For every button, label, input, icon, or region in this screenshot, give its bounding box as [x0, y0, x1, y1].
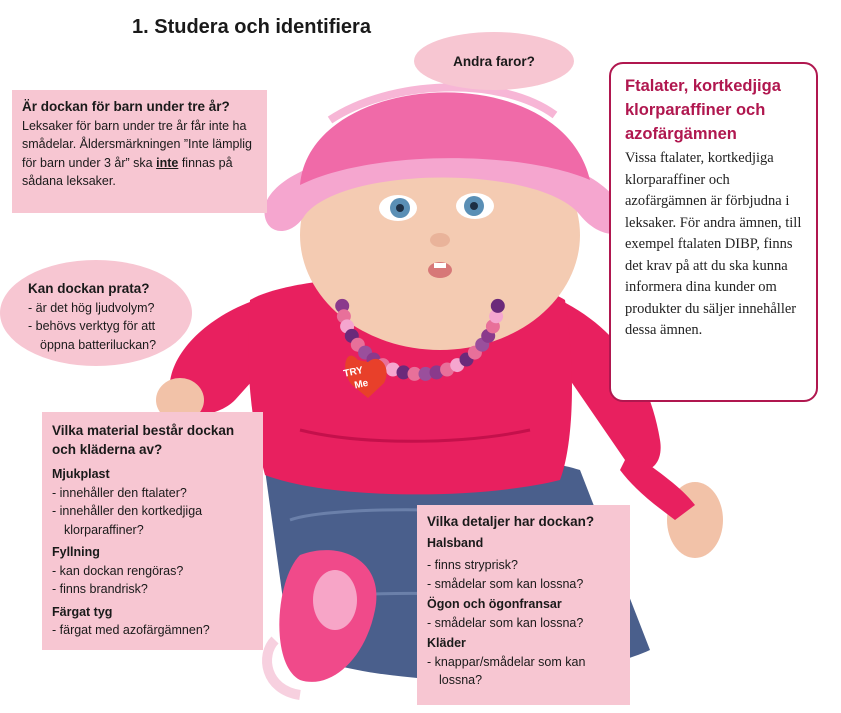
- details-item: - finns stryprisk?: [427, 558, 518, 572]
- materials-item: - finns brandrisk?: [52, 582, 148, 596]
- info-body: Vissa ftalater, kortkedjiga klorparaffiner och azofärgämnen är förbjudna i leksaker. För andra ämnen, till exempel ftalaten DIBP, finns det krav på att du ska kunna informera dina kunder om produkter du säljer innehåller dessa ämnen.: [625, 150, 802, 338]
- materials-bubble: [42, 412, 263, 650]
- materials-item-text: innehåller den kortkedjiga klorparaffiner?: [59, 504, 203, 537]
- age-bubble: [12, 90, 267, 213]
- details-item-text: finns stryprisk?: [434, 558, 518, 572]
- details-item-text: smådelar som kan lossna?: [434, 576, 584, 591]
- doll-tag-line-1: TRY: [342, 365, 365, 380]
- necklace-bead: [491, 299, 505, 313]
- doll-tag-line-2: Me: [353, 377, 370, 392]
- talk-item: - behövs verktyg för att öppna batteriluckan?: [28, 319, 157, 352]
- materials-item-text: innehåller den ftalater?: [59, 485, 187, 500]
- age-question: Är dockan för barn under tre år?: [22, 99, 230, 114]
- materials-item: - kan dockan rengöras?: [52, 563, 184, 578]
- details-bubble: [417, 505, 630, 705]
- talk-question: Kan dockan prata?: [28, 281, 150, 296]
- page-heading: 1. Studera och identifiera: [132, 16, 371, 38]
- talk-item-text: behövs verktyg för att öppna batteriluckan?: [35, 319, 157, 352]
- details-item-text: smådelar som kan lossna?: [434, 615, 584, 630]
- details-question: Vilka detaljer har dockan?: [427, 514, 595, 529]
- details-section-title: Kläder: [427, 636, 466, 650]
- materials-item: - färgat med azofärgämnen?: [52, 623, 210, 637]
- age-text-1: Leksaker för barn under tre år får inte ha smådelar. Åldersmärkningen ”Inte lämplig för barn under 3 år” ska: [22, 118, 252, 170]
- details-item: - smådelar som kan lossna?: [427, 576, 584, 591]
- info-title: Ftalater, kortkedjiga klorparaffiner och azofärgämnen: [625, 77, 781, 143]
- age-text-2: finnas på sådana leksaker.: [22, 155, 233, 188]
- details-item: - smådelar som kan lossna?: [427, 615, 584, 630]
- materials-item-text: färgat med azofärgämnen?: [59, 623, 210, 637]
- other-dangers-label: Andra faror?: [453, 53, 535, 69]
- materials-question: Vilka material består dockan och kläderna av?: [52, 423, 235, 457]
- materials-section-title: Mjukplast: [52, 467, 110, 481]
- details-item: - knappar/smådelar som kan lossna?: [427, 654, 586, 687]
- talk-item-text: är det hög ljudvolym?: [35, 300, 155, 315]
- age-text: [22, 117, 257, 191]
- info-box: [609, 62, 818, 402]
- details-section-title: Ögon och ögonfransar: [427, 597, 562, 611]
- talk-bubble: [0, 260, 192, 366]
- age-text-emphasis: inte: [156, 155, 179, 170]
- materials-item: - innehåller den kortkedjiga klorparaffiner?: [52, 504, 203, 537]
- other-dangers-bubble: [414, 32, 574, 90]
- materials-section-title: Fyllning: [52, 545, 100, 559]
- talk-item: - är det hög ljudvolym?: [28, 300, 155, 315]
- details-section-title: Halsband: [427, 535, 484, 550]
- materials-item-text: kan dockan rengöras?: [59, 563, 184, 578]
- materials-item: - innehåller den ftalater?: [52, 485, 187, 500]
- materials-section-title: Färgat tyg: [52, 604, 113, 619]
- details-item-text: knappar/smådelar som kan lossna?: [434, 654, 586, 687]
- materials-item-text: finns brandrisk?: [59, 582, 148, 596]
